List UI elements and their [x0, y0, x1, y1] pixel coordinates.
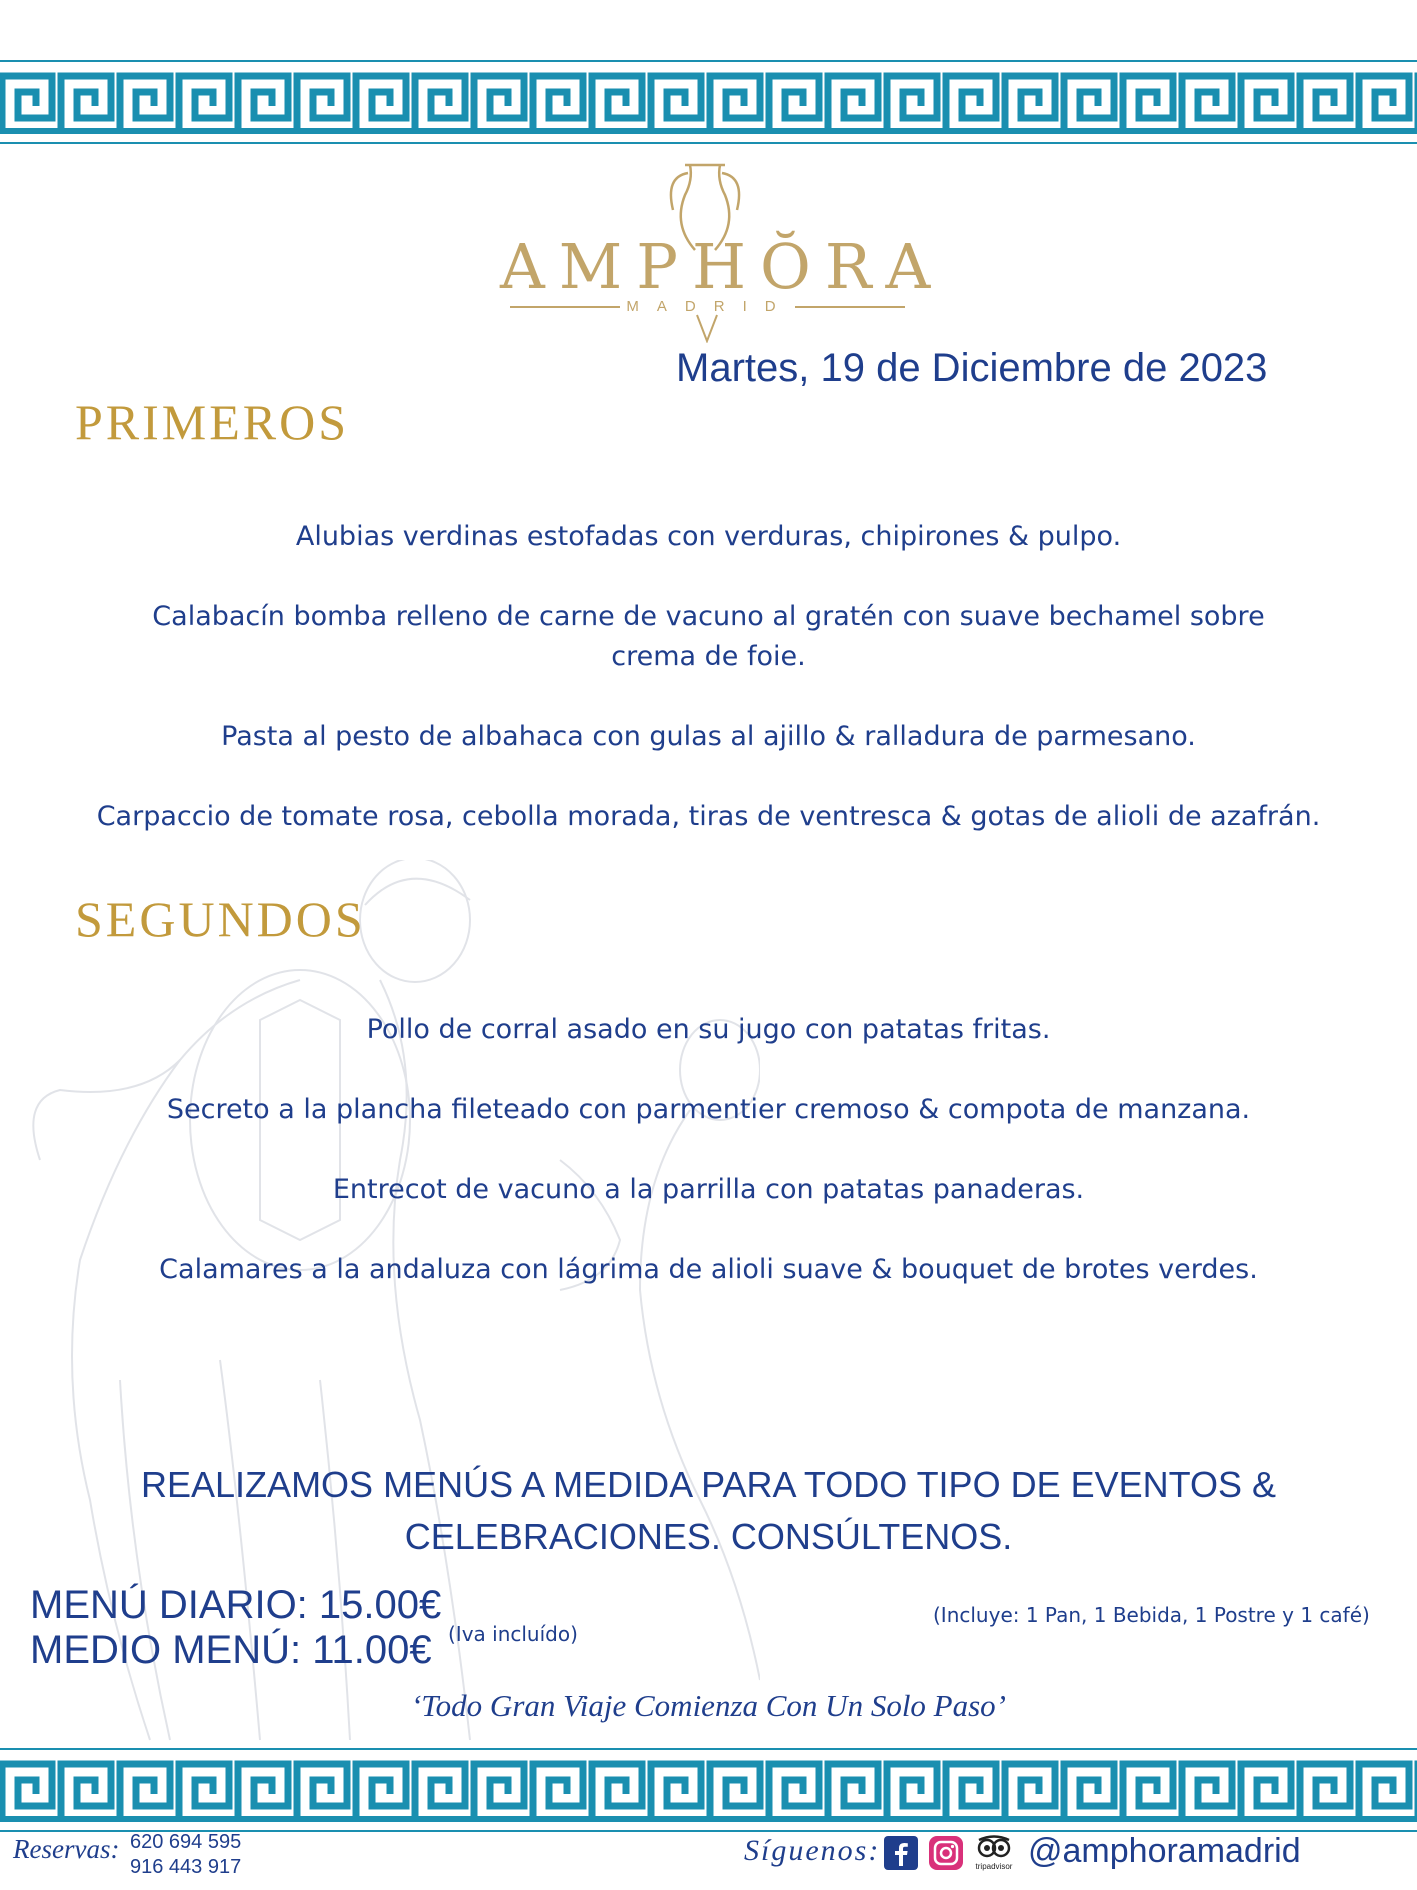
menu-diario-price: MENÚ DIARIO: 15.00€ — [30, 1583, 442, 1627]
primeros-dish: Alubias verdinas estofadas con verduras, chipirones & pulpo. — [295, 521, 1122, 552]
siguenos-label: Síguenos: — [744, 1834, 881, 1867]
menu-date: Martes, 19 de Diciembre de 2023 — [676, 346, 1268, 390]
amphora-logo — [500, 155, 945, 345]
brand-name: AMPHŎRA — [500, 230, 945, 303]
tripadvisor-label: tripadvisor — [975, 1862, 1013, 1871]
segundos-dish: Calamares a la andaluza con lágrima de alioli suave & bouquet de brotes verdes. — [159, 1254, 1258, 1285]
instagram-icon[interactable] — [929, 1836, 963, 1870]
reservas-label: Reservas: — [13, 1834, 120, 1864]
greek-key-border-bottom — [0, 1754, 1417, 1826]
menu-includes-note: (Incluye: 1 Pan, 1 Bebida, 1 Postre y 1 café) — [933, 1603, 1370, 1627]
top-frame-line-inner — [0, 142, 1417, 144]
phone-number[interactable]: 916 443 917 — [130, 1856, 242, 1878]
primeros-title: PRIMEROS — [75, 394, 350, 450]
top-frame-line — [0, 60, 1417, 62]
primeros-dish: Calabacín bomba relleno de carne de vacuno al gratén con suave bechamel sobre crema de foie. — [152, 601, 1265, 672]
segundos-dish: Entrecot de vacuno a la parrilla con patatas panaderas. — [332, 1174, 1085, 1205]
greek-key-border-top — [0, 66, 1417, 138]
logo-rule-right — [795, 306, 905, 308]
segundos-title: SEGUNDOS — [75, 891, 366, 947]
segundos-dish: Secreto a la plancha fileteado con parmentier cremoso & compota de manzana. — [166, 1094, 1251, 1125]
iva-note: (Iva incluído) — [448, 1622, 578, 1646]
logo-point-icon — [695, 313, 719, 343]
phone-number[interactable]: 620 694 595 — [130, 1831, 242, 1853]
segundos-dish: Pollo de corral asado en su jugo con patatas fritas. — [366, 1014, 1051, 1045]
social-handle[interactable]: @amphoramadrid — [1028, 1832, 1301, 1870]
events-promo: REALIZAMOS MENÚS A MEDIDA PARA TODO TIPO DE EVENTOS & CELEBRACIONES. CONSÚLTENOS. — [141, 1464, 1276, 1557]
medio-menu-price: MEDIO MENÚ: 11.00€ — [30, 1628, 432, 1672]
tripadvisor-icon[interactable] — [974, 1833, 1014, 1873]
primeros-dish: Carpaccio de tomate rosa, cebolla morada, tiras de ventresca & gotas de alioli de azafrán. — [96, 801, 1321, 832]
quote: ‘Todo Gran Viaje Comienza Con Un Solo Paso’ — [410, 1688, 1007, 1723]
primeros-dish: Pasta al pesto de albahaca con gulas al ajillo & ralladura de parmesano. — [221, 721, 1196, 752]
brand-subtitle: MADRID — [626, 298, 794, 315]
bottom-frame-line — [0, 1748, 1417, 1750]
facebook-icon[interactable] — [884, 1836, 918, 1870]
